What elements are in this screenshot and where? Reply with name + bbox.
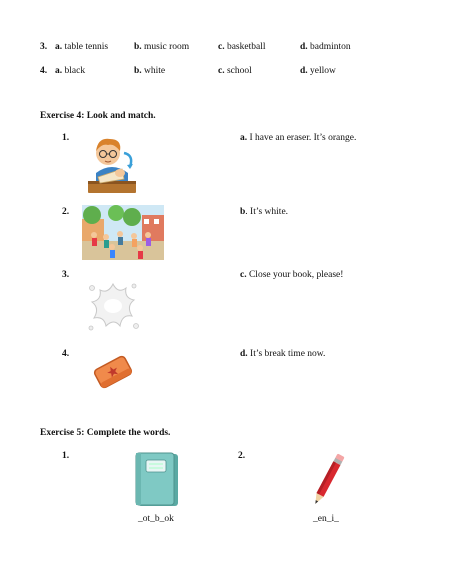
white-paint-splash-picture <box>86 276 140 334</box>
pencil-word-blank: _en_i_ <box>313 514 339 524</box>
question-3-option-d: d. badminton <box>300 42 351 52</box>
exercise-5-item-number: 2. <box>238 451 246 461</box>
notebook-picture <box>134 452 180 508</box>
exercise-4-item-number: 2. <box>62 207 70 217</box>
boy-closing-book-picture <box>84 133 140 195</box>
orange-eraser-picture <box>90 352 136 392</box>
question-4-option-d: d. yellow <box>300 66 336 76</box>
notebook-word-blank: _ot_b_ok <box>138 514 174 524</box>
question-4-option-a: a. black <box>55 66 86 76</box>
question-number: 3. <box>40 42 48 52</box>
exercise-5-item-number: 1. <box>62 451 70 461</box>
pencil-picture <box>308 450 348 510</box>
match-option-a: a. I have an eraser. It’s orange. <box>240 133 357 143</box>
exercise-4-item-number: 4. <box>62 349 70 359</box>
exercise-4-title: Exercise 4: Look and match. <box>40 111 156 121</box>
question-4-row <box>40 66 47 76</box>
match-option-c: c. Close your book, please! <box>240 270 344 280</box>
exercise-5-title: Exercise 5: Complete the words. <box>40 428 171 438</box>
children-playing-break-time-picture <box>82 205 164 260</box>
question-3-option-b: b. music room <box>134 42 190 52</box>
question-4-option-b: b. white <box>134 66 166 76</box>
match-option-b: b. It’s white. <box>240 207 289 217</box>
match-option-d: d. It’s break time now. <box>240 349 326 359</box>
question-3-option-a: a. table tennis <box>55 42 109 52</box>
question-3-option-c: c. basketball <box>218 42 266 52</box>
question-3-row <box>40 42 47 52</box>
question-4-option-c: c. school <box>218 66 252 76</box>
exercise-4-item-number: 3. <box>62 270 70 280</box>
question-number: 4. <box>40 66 48 76</box>
exercise-4-item-number: 1. <box>62 133 70 143</box>
